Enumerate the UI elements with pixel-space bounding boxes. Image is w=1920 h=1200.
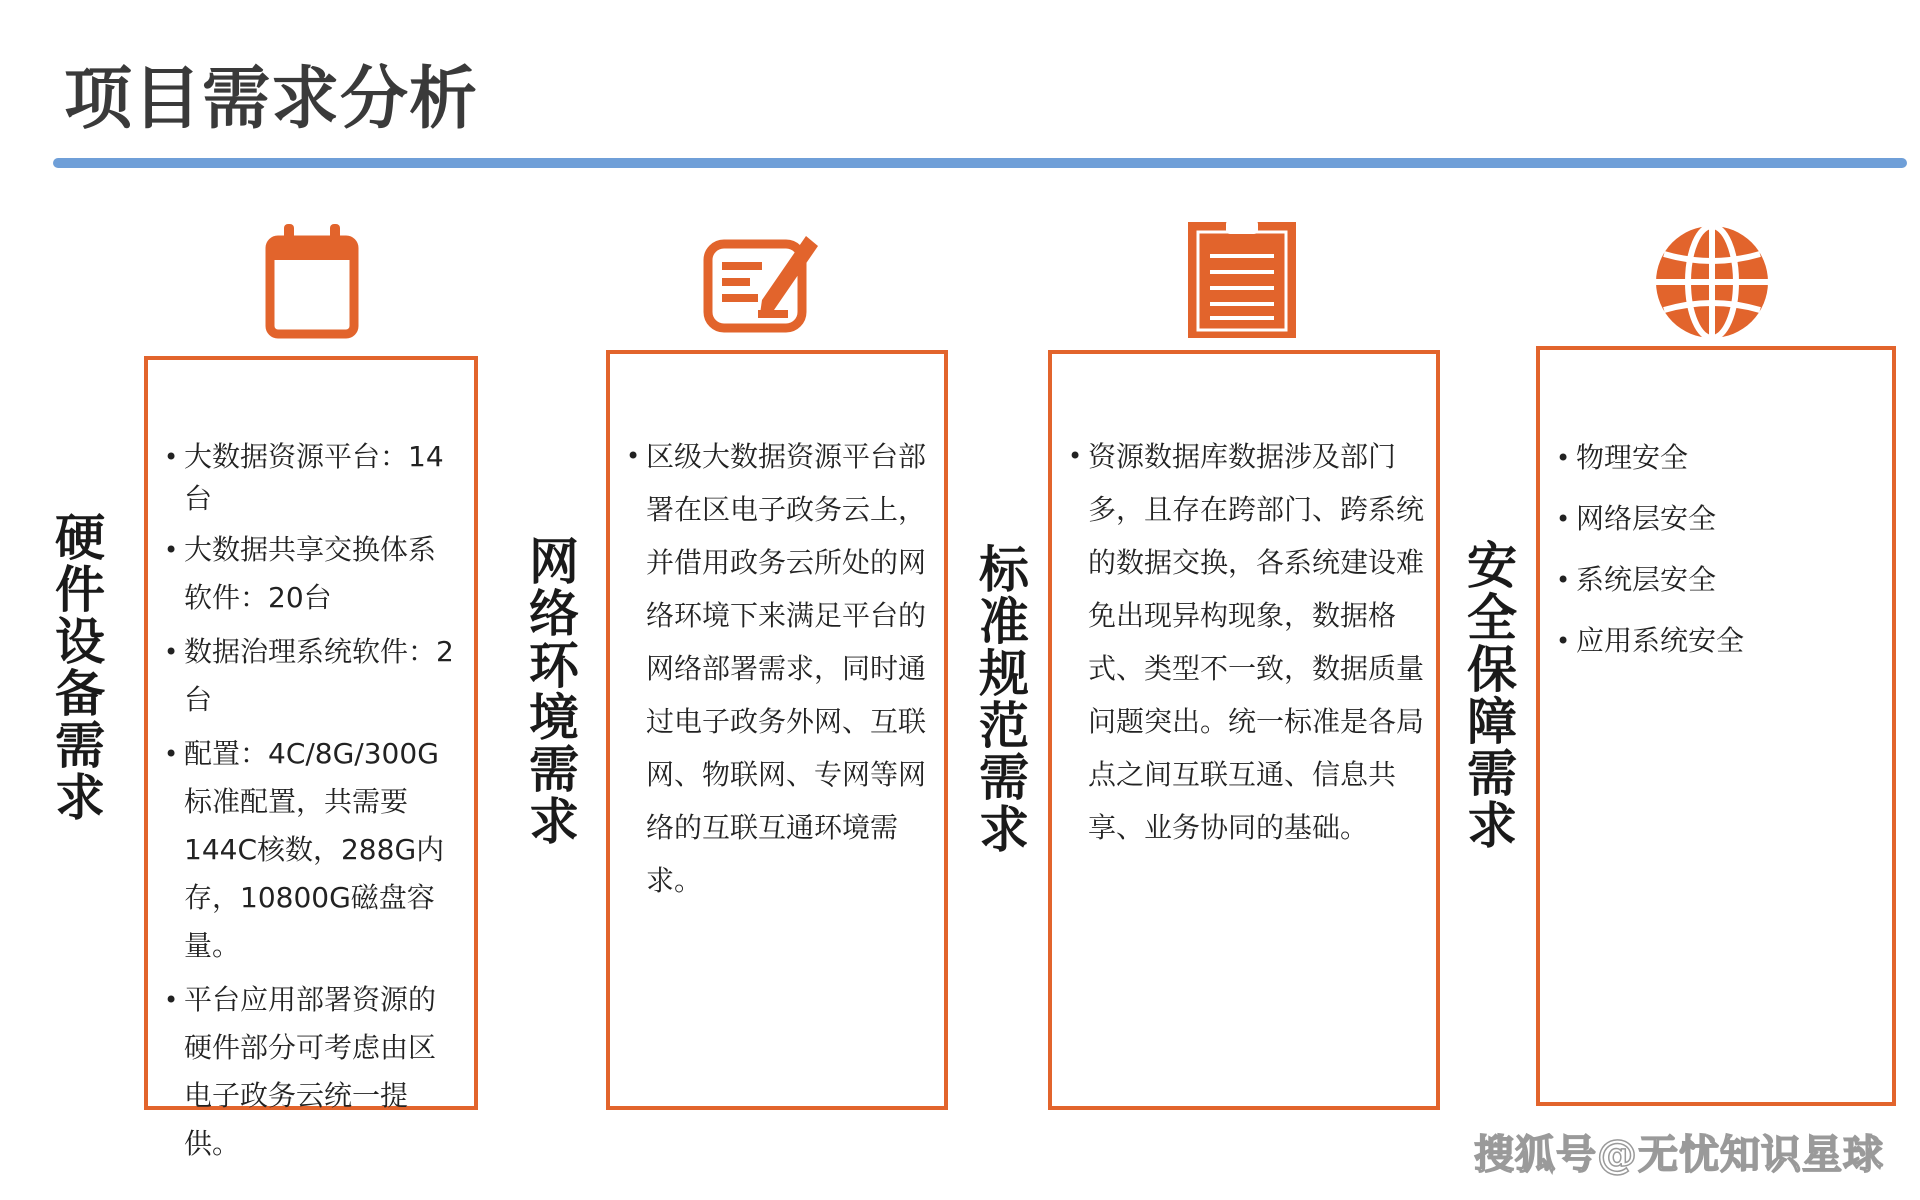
- card-network: [606, 350, 948, 1110]
- list-item: • 大数据共享交换体系软件：20台: [158, 526, 460, 622]
- card-security: [1536, 346, 1896, 1106]
- list-item: • 物理安全: [1550, 434, 1878, 482]
- edit-document-icon: [702, 222, 822, 336]
- list-item: • 区级大数据资源平台部署在区电子政务云上，并借用政务云所处的网络环境下来满足平台的网络部署需求，同时通过电子政务外网、互联网、物联网、专网等网络的互联互通环境需求。: [620, 430, 930, 907]
- calendar-icon: [264, 220, 360, 340]
- list-item: • 应用系统安全: [1550, 617, 1878, 665]
- list-item: • 平台应用部署资源的硬件部分可考虑由区电子政务云统一提供。: [158, 976, 460, 1168]
- card-standards: [1048, 350, 1440, 1110]
- globe-icon: [1654, 224, 1770, 340]
- clipboard-icon: [1186, 220, 1298, 340]
- list-item: • 网络层安全: [1550, 495, 1878, 543]
- card-hardware: [144, 356, 478, 1160]
- section-label-network: 网络环境需求: [529, 533, 579, 851]
- list-item: • 大数据资源平台：14台: [158, 436, 460, 520]
- list-item: • 配置：4C/8G/300G标准配置，共需要144C核数，288G内存，10800G磁盘容量。: [158, 730, 460, 970]
- section-label-hardware: 硬件设备需求: [55, 509, 105, 827]
- list-item: • 系统层安全: [1550, 556, 1878, 604]
- page-title: 项目需求分析: [64, 60, 479, 139]
- title-divider: [53, 158, 1907, 168]
- section-label-security: 安全保障需求: [1467, 537, 1517, 855]
- watermark: 搜狐号@无忧知识星球: [1474, 1132, 1884, 1178]
- list-item: • 数据治理系统软件：2台: [158, 628, 460, 724]
- list-item: • 资源数据库数据涉及部门多，且存在跨部门、跨系统的数据交换，各系统建设难免出现异构现象，数据格式、类型不一致，数据质量问题突出。统一标准是各局点之间互联互通、信息共享、业务协同的基础。: [1062, 430, 1424, 854]
- section-label-standards: 标准规范需求: [979, 541, 1029, 859]
